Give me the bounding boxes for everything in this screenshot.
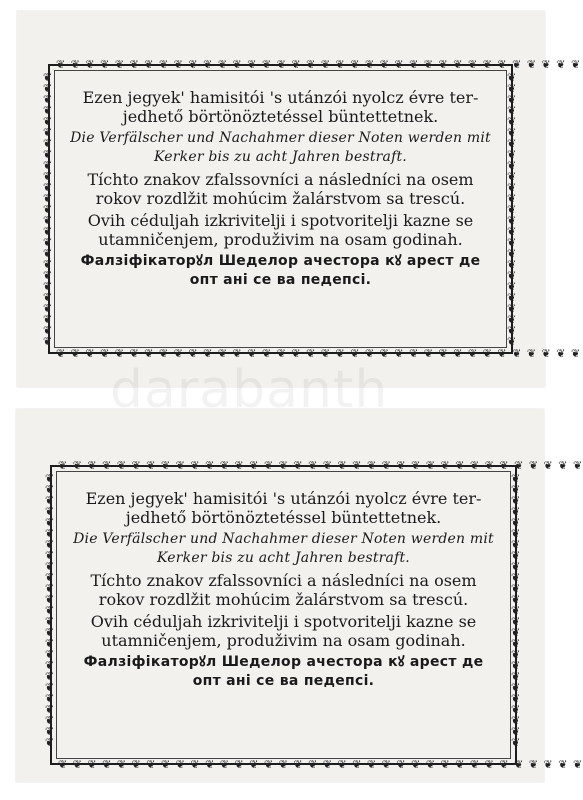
ornamental-border (45, 459, 583, 771)
slovak-line-1: Tíchto znakov zfalssovníci a následníci na osem (87, 170, 474, 189)
watermark: darabanth (110, 360, 389, 420)
hungarian-line-1: Ezen jegyek' hamisitói 's utánzói nyolcz évre ter- (82, 88, 479, 107)
croatian-line-2: utamničenjem, produživim na osam godinah. (98, 230, 463, 249)
german-line-2: Kerker bis zu acht Jahren bestraft. (157, 550, 410, 566)
romanian-cyrillic-line-1: Фалзіфікаторꙋл Шеделор ачестора кꙋ арест де (80, 253, 481, 269)
ornament-bottom-row: ❦ ❦ ❦ ❦ ❦ ❦ ❦ ❦ ❦ ❦ ❦ ❦ ❦ ❦ ❦ ❦ ❦ ❦ ❦ ❦ ❦ ❦ ❦ ❦ ❦ ❦ ❦ ❦ ❦ ❦ ❦ ❦ ❦ ❦ ❦ ❦ (56, 347, 582, 360)
hungarian-line-2: jedhető börtönöztetéssel büntettetnek. (125, 508, 442, 527)
croatian-line-1: Ovih céduljah izkrivitelji i spotvoritelji kazne se (87, 211, 474, 230)
banknote-reverse-bottom (16, 409, 583, 782)
ornament-right-column: ❦❦❦❦❦❦❦❦❦❦❦❦❦❦❦❦❦❦❦❦❦❦❦❦❦ (507, 71, 518, 348)
croatian-line-1: Ovih céduljah izkrivitelji i spotvoritelji kazne se (90, 612, 477, 631)
ornament-left-column: ❦❦❦❦❦❦❦❦❦❦❦❦❦❦❦❦❦❦❦❦❦❦❦❦❦ (43, 71, 54, 348)
warning-text-block (68, 88, 493, 290)
slovak-line-2: rokov rozdlžit mohúcim žalárstvom sa trescú. (98, 590, 469, 609)
ornament-top-row: ❦ ❦ ❦ ❦ ❦ ❦ ❦ ❦ ❦ ❦ ❦ ❦ ❦ ❦ ❦ ❦ ❦ ❦ ❦ ❦ ❦ ❦ ❦ ❦ ❦ ❦ ❦ ❦ ❦ ❦ ❦ ❦ ❦ ❦ ❦ ❦ (58, 459, 583, 472)
romanian-cyrillic-line-2: опт ані се ва педепсі. (189, 272, 372, 288)
slovak-line-1: Tíchto znakov zfalssovníci a následníci na osem (90, 571, 477, 590)
ornament-top-row: ❦ ❦ ❦ ❦ ❦ ❦ ❦ ❦ ❦ ❦ ❦ ❦ ❦ ❦ ❦ ❦ ❦ ❦ ❦ ❦ ❦ ❦ ❦ ❦ ❦ ❦ ❦ ❦ ❦ ❦ ❦ ❦ ❦ ❦ ❦ ❦ (56, 58, 582, 71)
ornamental-border (43, 58, 582, 360)
warning-text-block (70, 489, 497, 691)
banknote-reverse-top (17, 11, 582, 387)
ornament-right-column: ❦❦❦❦❦❦❦❦❦❦❦❦❦❦❦❦❦❦❦❦❦❦❦❦❦ (511, 472, 522, 749)
german-line-2: Kerker bis zu acht Jahren bestraft. (154, 149, 407, 165)
ornament-bottom-row: ❦ ❦ ❦ ❦ ❦ ❦ ❦ ❦ ❦ ❦ ❦ ❦ ❦ ❦ ❦ ❦ ❦ ❦ ❦ ❦ ❦ ❦ ❦ ❦ ❦ ❦ ❦ ❦ ❦ ❦ ❦ ❦ ❦ ❦ ❦ ❦ (58, 758, 583, 771)
ornament-left-column: ❦❦❦❦❦❦❦❦❦❦❦❦❦❦❦❦❦❦❦❦❦❦❦❦❦ (45, 472, 56, 749)
hungarian-line-2: jedhető börtönöztetéssel büntettetnek. (122, 107, 439, 126)
romanian-cyrillic-line-2: опт ані се ва педепсі. (192, 673, 375, 689)
german-line-1: Die Verfälscher und Nachahmer dieser Noten werden mit (73, 531, 494, 547)
romanian-cyrillic-line-1: Фалзіфікаторꙋл Шеделор ачестора кꙋ арест де (83, 654, 484, 670)
german-line-1: Die Verfälscher und Nachahmer dieser Noten werden mit (70, 130, 491, 146)
slovak-line-2: rokov rozdlžit mohúcim žalárstvom sa trescú. (95, 189, 466, 208)
hungarian-line-1: Ezen jegyek' hamisitói 's utánzói nyolcz évre ter- (85, 489, 482, 508)
croatian-line-2: utamničenjem, produživim na osam godinah. (101, 631, 466, 650)
